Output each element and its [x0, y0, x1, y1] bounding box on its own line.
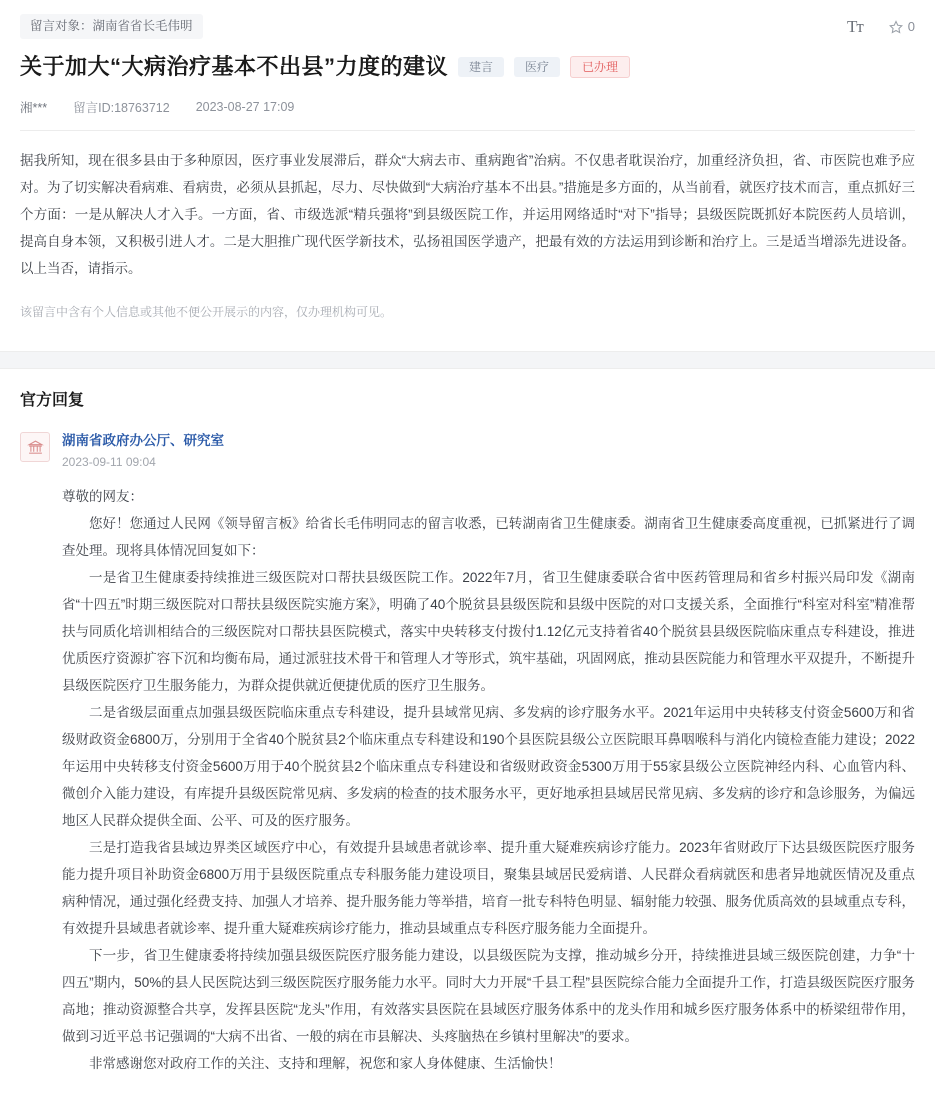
- reply-paragraph: 您好！您通过人民网《领导留言板》给省长毛伟明同志的留言收悉，已转湖南省卫生健康委。湖南省卫生健康委高度重视，已抓紧进行了调查处理。现将具体情况回复如下：: [62, 515, 915, 558]
- section-separator: [0, 351, 935, 369]
- reply-header: [20, 432, 915, 469]
- message-id: 留言ID:18763712: [73, 100, 170, 115]
- tag-category-2[interactable]: 医疗: [514, 57, 560, 77]
- font-size-icon[interactable]: Tт: [846, 16, 863, 36]
- meta-row: [20, 98, 915, 116]
- reply-paragraph: 三是打造我省县域边界类区域医疗中心，有效提升县域患者就诊率、提升重大疑难疾病诊疗能力。2023年省财政厅下达县级医院医疗服务能力提升项目补助资金6800万用于县级医院重点专科服务能力建设项目，聚集县域居民爱病谱、人民群众看病就医和患者异地就医情况及重点病种情况，通过强化经费支持、加强人才培养、提升服务能力等举措，培育一批专科特色明显、辐射能力较强、服务优质高效的县域重点专科，有效提升县域患者就诊率、提升重大疑难疾病诊疗能力，推动县域重点专科医疗服务能力全面提升。: [62, 839, 915, 936]
- author-name: 湘***: [20, 100, 48, 115]
- message-body: [0, 131, 935, 282]
- page-title: 关于加大“大病治疗基本不出县”力度的建议: [20, 54, 449, 79]
- replying-organization[interactable]: 湖南省政府办公厅、研究室: [62, 433, 224, 449]
- recipient-badge: 留言对象：湖南省省长毛伟明: [20, 14, 203, 39]
- reply-paragraph: 二是省级层面重点加强县级医院临床重点专科建设，提升县域常见病、多发病的诊疗服务水平。2021年运用中央转移支付资金5600万和省级财政资金6800万，分别用于全省40个脱贫县2个临床重点专科建设和190个县医院县级公立医院眼耳鼻咽喉科与消化内镜检查能力建设；2022年运用中央转移支付资金5600万用于40个脱贫县2个临床重点专科建设和省级财政资金5300万用于55家县级公立医院神经内科、心血管内科、微创介入能力建设，有库提升县级医院常见病、多发病的检查的技术服务水平，更好地承担县域居民常见病、多发病的诊疗和急诊服务，为偏远地区人民群众提供全面、公平、可及的医疗服务。: [62, 704, 915, 828]
- government-building-icon: [20, 432, 50, 462]
- star-icon: [889, 20, 903, 34]
- status-badge: 已办理: [570, 56, 630, 78]
- favorite-button[interactable]: [889, 19, 915, 34]
- message-datetime: 2023-08-27 17:09: [195, 99, 295, 114]
- reply-paragraph: 下一步，省卫生健康委将持续加强县级医院医疗服务能力建设，以县级医院为支撑，推动城乡分开，持续推进县域三级医院创建，力争“十四五”期内，50%的县人民医院达到三级医院医疗服务能力水平。同时大力开展“千县工程”县医院综合能力全面提升工作，打造县级医院医疗服务高地；推动资源整合共享，发挥县医院“龙头”作用，有效落实县医院在县域医疗服务体系中的龙头作用和城乡医疗服务体系中的桥梁纽带作用，做到习近平总书记强调的“大病不出省、一般的病在市县解决、头疼脑热在乡镇村里解决”的要求。: [62, 947, 915, 1044]
- reply-datetime: 2023-09-11 09:04: [62, 454, 156, 469]
- reply-salutation: 尊敬的网友：: [62, 488, 143, 504]
- reply-paragraph: 非常感谢您对政府工作的关注、支持和理解，祝您和家人身体健康、生活愉快！: [89, 1055, 562, 1071]
- favorite-count: 0: [907, 19, 915, 34]
- reply-section-title: 官方回复: [20, 392, 85, 410]
- title-row: [20, 53, 915, 82]
- reply-body: [62, 483, 915, 1077]
- tag-category-1[interactable]: 建言: [458, 57, 504, 77]
- reply-paragraph: 一是省卫生健康委持续推进三级医院对口帮扶县级医院工作。2022年7月，省卫生健康委联合省中医药管理局和省乡村振兴局印发《湖南省“十四五”时期三级医院对口帮扶县级医院实施方案》，明确了40个脱贫县县级医院和县级中医院的对口支援关系，全面推行“科室对科室”精准帮扶与同质化培训相结合的三级医院对口帮扶县医院模式，落实中央转移支付拨付1.12亿元支持着省40个脱贫县县级医院临床重点专科建设，推进优质医疗资源扩容下沉和均衡布局，通过派驻技术骨干和管理人才等形式，筑牢基础，巩固网底，推动县医院能力和管理水平双提升，不断提升县级医院医疗卫生服务能力，为群众提供就近便捷优质的医疗卫生服务。: [62, 569, 915, 693]
- page-header: [0, 0, 935, 131]
- header-top-row: [20, 14, 915, 39]
- message-content: 据我所知，现在很多县由于多种原因，医疗事业发展滞后，群众“大病去市、重病跑省”治病。不仅患者耽误治疗，加重经济负担，省、市医院也难予应对。为了切实解决看病难、看病贵，必须从县抓起，尽力、尽快做到“大病治疗基本不出县。”措施是多方面的，从当前看，就医疗技术而言，重点抓好三个方面：一是从解决人才入手。一方面，省、市级选派“精兵强将”到县级医院工作，并运用网络适时“对下”指导；县级医院既抓好本院医药人员培训，提高自身本领，又积极引进人才。二是大胆推广现代医学新技术，弘扬祖国医学遗产，把最有效的方法运用到诊断和治疗上。三是适当增添先进设备。以上当否，请指示。: [20, 152, 915, 276]
- header-tools: [847, 17, 915, 37]
- privacy-notice: 该留言中含有个人信息或其他不便公开展示的内容，仅办理机构可见。: [20, 304, 393, 319]
- official-reply-section: [0, 369, 935, 1107]
